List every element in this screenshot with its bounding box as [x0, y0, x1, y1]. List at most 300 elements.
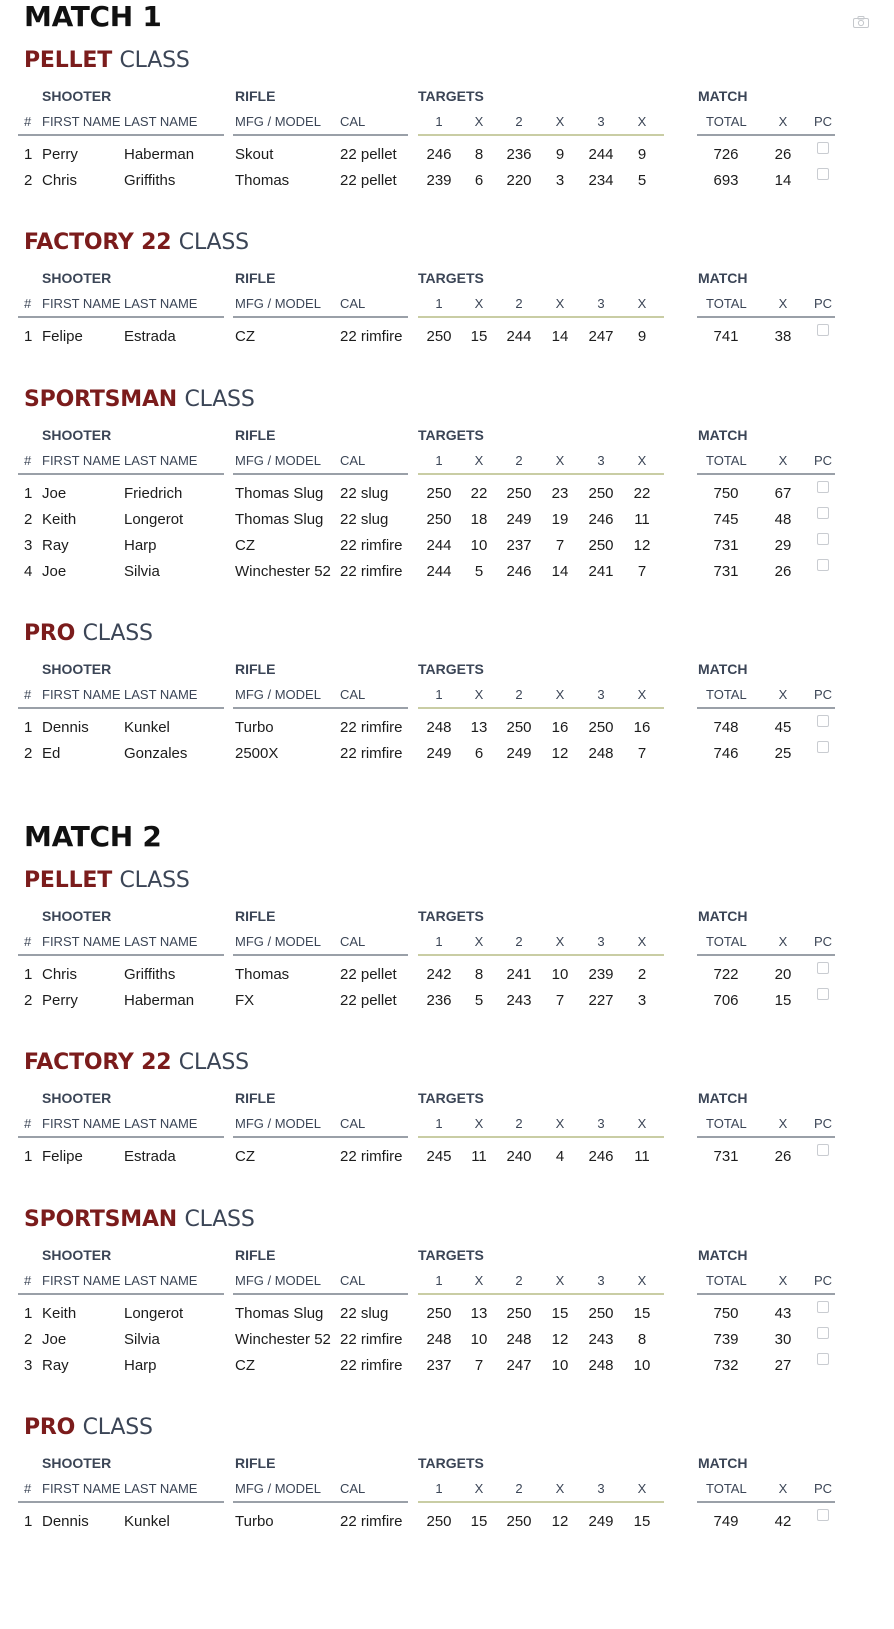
column-group-match: MATCH — [698, 270, 748, 286]
column-header-first-name[interactable]: FIRST NAME — [42, 687, 121, 702]
cell-t3: 246 — [588, 511, 614, 528]
column-header-last-name[interactable]: LAST NAME — [124, 114, 198, 129]
column-header-pc[interactable]: PC — [813, 1273, 833, 1288]
column-header-first-name[interactable]: FIRST NAME — [42, 934, 121, 949]
column-header-last-name[interactable]: LAST NAME — [124, 1116, 198, 1131]
cell-n: 3 — [24, 537, 33, 554]
class-suffix: CLASS — [178, 230, 249, 255]
cell-x2: 10 — [551, 1357, 569, 1374]
cell-cal: 22 rimfire — [340, 328, 403, 345]
cell-last: Haberman — [124, 992, 195, 1009]
cell-t3: 243 — [588, 1331, 614, 1348]
column-header-x-total[interactable]: X — [778, 687, 788, 702]
cell-last: Estrada — [124, 1148, 176, 1165]
cell-cal: 22 rimfire — [340, 1513, 403, 1530]
cell-total: 706 — [713, 992, 739, 1009]
column-header-num[interactable]: # — [24, 114, 32, 129]
cell-cal: 22 rimfire — [340, 745, 403, 762]
cell-first: Felipe — [42, 328, 83, 345]
cell-total: 749 — [713, 1513, 739, 1530]
cell-t3: 250 — [588, 485, 614, 502]
header-divider — [18, 473, 224, 475]
cell-x3: 12 — [633, 537, 651, 554]
column-header-t2[interactable]: 2 — [515, 1481, 523, 1496]
cell-t1: 244 — [426, 537, 452, 554]
table-row — [0, 172, 894, 199]
column-header-num[interactable]: # — [24, 1273, 32, 1288]
cell-x2: 4 — [555, 1148, 565, 1165]
cell-cal: 22 rimfire — [340, 719, 403, 736]
pc-checkbox[interactable] — [817, 533, 829, 545]
column-header-x3[interactable]: X — [637, 453, 647, 468]
header-divider — [233, 954, 408, 956]
column-header-total[interactable]: TOTAL — [706, 296, 747, 311]
table-row — [0, 563, 894, 590]
column-header-x3[interactable]: X — [637, 1116, 647, 1131]
cell-rifle: CZ — [235, 328, 255, 345]
column-header-x2[interactable]: X — [555, 687, 565, 702]
cell-x3: 3 — [637, 992, 647, 1009]
cell-cal: 22 rimfire — [340, 563, 403, 580]
cell-first: Joe — [42, 563, 67, 580]
column-header-mfg-model[interactable]: MFG / MODEL — [235, 296, 321, 311]
column-header-t2[interactable]: 2 — [515, 296, 523, 311]
header-divider — [18, 1501, 224, 1503]
header-divider — [418, 1501, 664, 1503]
cell-x: 67 — [774, 485, 792, 502]
column-group-match: MATCH — [698, 1090, 748, 1106]
column-header-num[interactable]: # — [24, 1116, 32, 1131]
column-header-total[interactable]: TOTAL — [706, 453, 747, 468]
column-header-mfg-model[interactable]: MFG / MODEL — [235, 114, 321, 129]
cell-total: 722 — [713, 966, 739, 983]
column-header-first-name[interactable]: FIRST NAME — [42, 1116, 121, 1131]
pc-checkbox[interactable] — [817, 324, 829, 336]
cell-last: Kunkel — [124, 1513, 170, 1530]
pc-checkbox[interactable] — [817, 715, 829, 727]
cell-total: 745 — [713, 511, 739, 528]
cell-n: 1 — [24, 328, 33, 345]
cell-last: Longerot — [124, 1305, 184, 1322]
column-header-last-name[interactable]: LAST NAME — [124, 1273, 198, 1288]
column-header-mfg-model[interactable]: MFG / MODEL — [235, 1481, 321, 1496]
column-header-x3[interactable]: X — [637, 934, 647, 949]
column-header-x2[interactable]: X — [555, 453, 565, 468]
column-header-x-total[interactable]: X — [778, 453, 788, 468]
cell-x1: 6 — [474, 172, 484, 189]
cell-last: Silvia — [124, 1331, 160, 1348]
cell-t2: 220 — [506, 172, 532, 189]
cell-cal: 22 pellet — [340, 966, 397, 983]
header-divider — [697, 1501, 835, 1503]
cell-t2: 250 — [506, 1513, 532, 1530]
column-header-pc[interactable]: PC — [813, 687, 833, 702]
cell-t1: 250 — [426, 485, 452, 502]
pc-checkbox[interactable] — [817, 1509, 829, 1521]
column-header-t2[interactable]: 2 — [515, 453, 523, 468]
column-header-cal[interactable]: CAL — [340, 296, 366, 311]
column-header-pc[interactable]: PC — [813, 296, 833, 311]
column-header-x1[interactable]: X — [474, 453, 484, 468]
cell-first: Ed — [42, 745, 61, 762]
cell-total: 748 — [713, 719, 739, 736]
cell-x: 45 — [774, 719, 792, 736]
cell-x3: 7 — [637, 563, 647, 580]
class-name: FACTORY 22 — [24, 230, 172, 255]
pc-checkbox[interactable] — [817, 1144, 829, 1156]
cell-n: 1 — [24, 719, 33, 736]
column-group-rifle: RIFLE — [235, 908, 276, 924]
header-divider — [233, 134, 408, 136]
class-name: PELLET — [24, 868, 113, 893]
cell-rifle: FX — [235, 992, 255, 1009]
column-header-first-name[interactable]: FIRST NAME — [42, 1273, 121, 1288]
pc-checkbox[interactable] — [817, 481, 829, 493]
cell-x1: 8 — [474, 966, 484, 983]
class-suffix: CLASS — [82, 1415, 153, 1440]
cell-n: 1 — [24, 1305, 33, 1322]
cell-t1: 250 — [426, 1305, 452, 1322]
column-header-t3[interactable]: 3 — [597, 1481, 605, 1496]
pc-checkbox[interactable] — [817, 1327, 829, 1339]
column-header-x-total[interactable]: X — [778, 1481, 788, 1496]
column-header-t1[interactable]: 1 — [435, 934, 443, 949]
column-header-cal[interactable]: CAL — [340, 1273, 366, 1288]
table-row — [0, 485, 894, 512]
column-header-x-total[interactable]: X — [778, 296, 788, 311]
cell-cal: 22 rimfire — [340, 1148, 403, 1165]
column-header-x-total[interactable]: X — [778, 114, 788, 129]
column-group-rifle: RIFLE — [235, 1455, 276, 1471]
header-divider — [697, 1136, 835, 1138]
cell-first: Chris — [42, 966, 78, 983]
column-header-last-name[interactable]: LAST NAME — [124, 296, 198, 311]
cell-rifle: Skout — [235, 146, 274, 163]
column-header-cal[interactable]: CAL — [340, 687, 366, 702]
column-header-x1[interactable]: X — [474, 114, 484, 129]
class-name: PRO — [24, 1415, 76, 1440]
column-header-t2[interactable]: 2 — [515, 1273, 523, 1288]
column-header-cal[interactable]: CAL — [340, 1116, 366, 1131]
class-title — [24, 1050, 249, 1075]
cell-x: 20 — [774, 966, 792, 983]
column-header-cal[interactable]: CAL — [340, 114, 366, 129]
cell-t2: 236 — [506, 146, 532, 163]
cell-n: 1 — [24, 966, 33, 983]
cell-x1: 22 — [470, 485, 488, 502]
header-divider — [418, 1136, 664, 1138]
column-header-num[interactable]: # — [24, 934, 32, 949]
pc-checkbox[interactable] — [817, 1301, 829, 1313]
column-header-t2[interactable]: 2 — [515, 1116, 523, 1131]
cell-t2: 250 — [506, 719, 532, 736]
column-group-rifle: RIFLE — [235, 1090, 276, 1106]
column-header-x2[interactable]: X — [555, 1116, 565, 1131]
table-row — [0, 1513, 894, 1540]
column-header-t3[interactable]: 3 — [597, 296, 605, 311]
column-header-t3[interactable]: 3 — [597, 453, 605, 468]
class-title — [24, 1415, 153, 1440]
column-header-pc[interactable]: PC — [813, 934, 833, 949]
column-header-t2[interactable]: 2 — [515, 114, 523, 129]
cell-last: Estrada — [124, 328, 176, 345]
column-header-x1[interactable]: X — [474, 1116, 484, 1131]
column-header-x2[interactable]: X — [555, 1273, 565, 1288]
column-header-x3[interactable]: X — [637, 1273, 647, 1288]
cell-total: 731 — [713, 1148, 739, 1165]
column-header-t3[interactable]: 3 — [597, 934, 605, 949]
column-header-x-total[interactable]: X — [778, 934, 788, 949]
column-header-last-name[interactable]: LAST NAME — [124, 453, 198, 468]
column-group-shooter: SHOOTER — [42, 661, 112, 677]
cell-x3: 9 — [637, 328, 647, 345]
cell-n: 2 — [24, 745, 33, 762]
column-header-t1[interactable]: 1 — [435, 296, 443, 311]
cell-cal: 22 rimfire — [340, 537, 403, 554]
header-divider — [418, 316, 664, 318]
column-header-mfg-model[interactable]: MFG / MODEL — [235, 687, 321, 702]
cell-x1: 8 — [474, 146, 484, 163]
table-row — [0, 1331, 894, 1358]
column-header-x2[interactable]: X — [555, 296, 565, 311]
column-header-mfg-model[interactable]: MFG / MODEL — [235, 453, 321, 468]
cell-x1: 18 — [470, 511, 488, 528]
column-header-x1[interactable]: X — [474, 1273, 484, 1288]
column-header-x2[interactable]: X — [555, 934, 565, 949]
cell-t2: 237 — [506, 537, 532, 554]
pc-checkbox[interactable] — [817, 142, 829, 154]
header-divider — [233, 316, 408, 318]
cell-n: 3 — [24, 1357, 33, 1374]
table-row — [0, 745, 894, 772]
column-header-cal[interactable]: CAL — [340, 453, 366, 468]
column-header-mfg-model[interactable]: MFG / MODEL — [235, 934, 321, 949]
cell-rifle: Turbo — [235, 1513, 274, 1530]
pc-checkbox[interactable] — [817, 559, 829, 571]
table-row — [0, 146, 894, 173]
cell-x1: 15 — [470, 1513, 488, 1530]
column-group-rifle: RIFLE — [235, 661, 276, 677]
column-header-total[interactable]: TOTAL — [706, 687, 747, 702]
column-header-pc[interactable]: PC — [813, 114, 833, 129]
cell-t3: 246 — [588, 1148, 614, 1165]
class-title — [24, 868, 190, 893]
header-divider — [18, 134, 224, 136]
column-header-cal[interactable]: CAL — [340, 934, 366, 949]
column-header-x3[interactable]: X — [637, 296, 647, 311]
column-header-total[interactable]: TOTAL — [706, 114, 747, 129]
column-group-rifle: RIFLE — [235, 88, 276, 104]
column-header-t1[interactable]: 1 — [435, 114, 443, 129]
header-divider — [233, 473, 408, 475]
cell-x3: 2 — [637, 966, 647, 983]
cell-t3: 248 — [588, 745, 614, 762]
cell-n: 4 — [24, 563, 33, 580]
cell-last: Longerot — [124, 511, 184, 528]
header-divider — [418, 1293, 664, 1295]
column-header-t3[interactable]: 3 — [597, 687, 605, 702]
table-row — [0, 511, 894, 538]
column-group-shooter: SHOOTER — [42, 1455, 112, 1471]
cell-x2: 7 — [555, 537, 565, 554]
column-header-t3[interactable]: 3 — [597, 1273, 605, 1288]
column-header-t1[interactable]: 1 — [435, 1481, 443, 1496]
column-header-cal[interactable]: CAL — [340, 1481, 366, 1496]
column-header-last-name[interactable]: LAST NAME — [124, 687, 198, 702]
cell-x3: 15 — [633, 1513, 651, 1530]
column-header-t1[interactable]: 1 — [435, 1116, 443, 1131]
cell-total: 739 — [713, 1331, 739, 1348]
cell-x: 43 — [774, 1305, 792, 1322]
cell-x2: 9 — [555, 146, 565, 163]
column-header-first-name[interactable]: FIRST NAME — [42, 114, 121, 129]
cell-t1: 244 — [426, 563, 452, 580]
column-group-match: MATCH — [698, 1455, 748, 1471]
column-header-t1[interactable]: 1 — [435, 687, 443, 702]
column-header-first-name[interactable]: FIRST NAME — [42, 1481, 121, 1496]
pc-checkbox[interactable] — [817, 1353, 829, 1365]
column-header-total[interactable]: TOTAL — [706, 1273, 747, 1288]
column-header-first-name[interactable]: FIRST NAME — [42, 296, 121, 311]
column-header-last-name[interactable]: LAST NAME — [124, 1481, 198, 1496]
class-name: PELLET — [24, 48, 113, 73]
cell-total: 746 — [713, 745, 739, 762]
column-header-x3[interactable]: X — [637, 687, 647, 702]
column-header-x-total[interactable]: X — [778, 1273, 788, 1288]
cell-x1: 10 — [470, 537, 488, 554]
column-group-shooter: SHOOTER — [42, 908, 112, 924]
pc-checkbox[interactable] — [817, 168, 829, 180]
table-row — [0, 328, 894, 355]
column-header-x1[interactable]: X — [474, 296, 484, 311]
header-divider — [18, 1293, 224, 1295]
cell-total: 750 — [713, 1305, 739, 1322]
cell-t1: 245 — [426, 1148, 452, 1165]
cell-x2: 23 — [551, 485, 569, 502]
cell-cal: 22 pellet — [340, 146, 397, 163]
column-header-x1[interactable]: X — [474, 687, 484, 702]
cell-n: 1 — [24, 1513, 33, 1530]
column-group-targets: TARGETS — [418, 427, 484, 443]
column-header-t3[interactable]: 3 — [597, 114, 605, 129]
column-group-targets: TARGETS — [418, 908, 484, 924]
column-header-t3[interactable]: 3 — [597, 1116, 605, 1131]
column-header-num[interactable]: # — [24, 687, 32, 702]
header-divider — [18, 707, 224, 709]
cell-t2: 244 — [506, 328, 532, 345]
pc-checkbox[interactable] — [817, 962, 829, 974]
cell-t1: 250 — [426, 1513, 452, 1530]
cell-last: Griffiths — [124, 172, 176, 189]
column-header-mfg-model[interactable]: MFG / MODEL — [235, 1116, 321, 1131]
cell-t2: 248 — [506, 1331, 532, 1348]
column-header-total[interactable]: TOTAL — [706, 1481, 747, 1496]
cell-rifle: 2500X — [235, 745, 279, 762]
cell-first: Felipe — [42, 1148, 83, 1165]
column-group-match: MATCH — [698, 88, 748, 104]
column-header-pc[interactable]: PC — [813, 453, 833, 468]
cell-x2: 10 — [551, 966, 569, 983]
column-header-first-name[interactable]: FIRST NAME — [42, 453, 121, 468]
cell-x1: 15 — [470, 328, 488, 345]
pc-checkbox[interactable] — [817, 741, 829, 753]
column-header-last-name[interactable]: LAST NAME — [124, 934, 198, 949]
pc-checkbox[interactable] — [817, 507, 829, 519]
cell-n: 1 — [24, 1148, 33, 1165]
column-header-t1[interactable]: 1 — [435, 1273, 443, 1288]
cell-x2: 3 — [555, 172, 565, 189]
column-group-match: MATCH — [698, 427, 748, 443]
cell-rifle: Thomas — [235, 966, 290, 983]
column-group-targets: TARGETS — [418, 1247, 484, 1263]
cell-first: Perry — [42, 992, 78, 1009]
column-group-targets: TARGETS — [418, 88, 484, 104]
column-header-x-total[interactable]: X — [778, 1116, 788, 1131]
cell-x2: 7 — [555, 992, 565, 1009]
column-header-t1[interactable]: 1 — [435, 453, 443, 468]
column-group-match: MATCH — [698, 661, 748, 677]
column-group-targets: TARGETS — [418, 1090, 484, 1106]
column-header-num[interactable]: # — [24, 1481, 32, 1496]
column-header-t2[interactable]: 2 — [515, 934, 523, 949]
cell-n: 2 — [24, 172, 33, 189]
class-title — [24, 1207, 255, 1232]
camera-icon[interactable] — [853, 16, 869, 28]
cell-cal: 22 slug — [340, 485, 389, 502]
column-header-x2[interactable]: X — [555, 1481, 565, 1496]
column-header-total[interactable]: TOTAL — [706, 934, 747, 949]
cell-n: 1 — [24, 146, 33, 163]
cell-first: Joe — [42, 1331, 67, 1348]
cell-cal: 22 rimfire — [340, 1357, 403, 1374]
cell-t1: 246 — [426, 146, 452, 163]
column-group-rifle: RIFLE — [235, 1247, 276, 1263]
cell-last: Griffiths — [124, 966, 176, 983]
column-header-x1[interactable]: X — [474, 934, 484, 949]
cell-total: 732 — [713, 1357, 739, 1374]
column-header-x3[interactable]: X — [637, 1481, 647, 1496]
column-group-shooter: SHOOTER — [42, 270, 112, 286]
column-group-targets: TARGETS — [418, 1455, 484, 1471]
cell-first: Dennis — [42, 1513, 89, 1530]
match-title: MATCH 2 — [24, 820, 162, 853]
class-name: SPORTSMAN — [24, 1207, 178, 1232]
cell-x1: 7 — [474, 1357, 484, 1374]
column-header-x2[interactable]: X — [555, 114, 565, 129]
cell-t1: 239 — [426, 172, 452, 189]
column-header-x1[interactable]: X — [474, 1481, 484, 1496]
column-header-t2[interactable]: 2 — [515, 687, 523, 702]
class-suffix: CLASS — [184, 1207, 255, 1232]
column-header-num[interactable]: # — [24, 296, 32, 311]
cell-x: 48 — [774, 511, 792, 528]
cell-n: 2 — [24, 992, 33, 1009]
cell-x1: 6 — [474, 745, 484, 762]
column-header-x3[interactable]: X — [637, 114, 647, 129]
column-group-match: MATCH — [698, 908, 748, 924]
cell-x2: 12 — [551, 1331, 569, 1348]
column-header-pc[interactable]: PC — [813, 1116, 833, 1131]
cell-last: Friedrich — [124, 485, 183, 502]
cell-rifle: Thomas — [235, 172, 290, 189]
column-header-num[interactable]: # — [24, 453, 32, 468]
pc-checkbox[interactable] — [817, 988, 829, 1000]
column-header-total[interactable]: TOTAL — [706, 1116, 747, 1131]
cell-t2: 249 — [506, 511, 532, 528]
match-title: MATCH 1 — [24, 0, 162, 33]
column-header-mfg-model[interactable]: MFG / MODEL — [235, 1273, 321, 1288]
column-header-pc[interactable]: PC — [813, 1481, 833, 1496]
